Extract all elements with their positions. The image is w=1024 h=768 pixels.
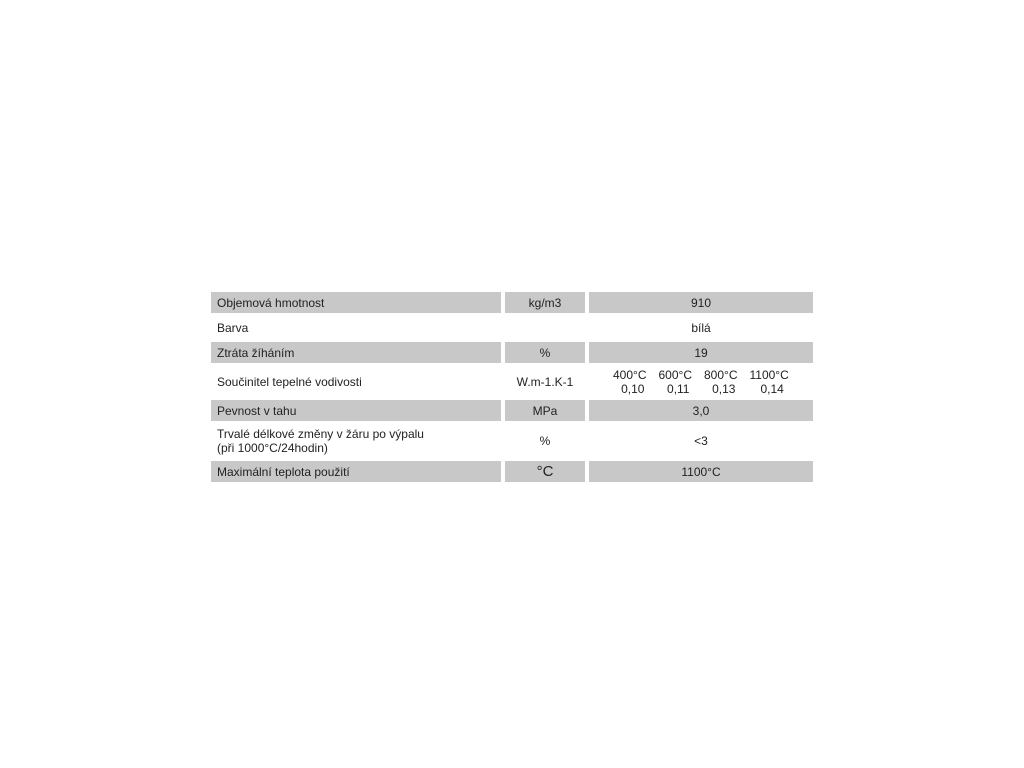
property-label: Maximální teplota použití (211, 461, 501, 482)
property-unit: MPa (505, 400, 585, 421)
property-label: Objemová hmotnost (211, 292, 501, 313)
property-value: 3,0 (589, 400, 813, 421)
temp-column (613, 368, 647, 396)
property-unit: W.m-1.K-1 (516, 374, 574, 389)
property-value: <3 (694, 434, 708, 448)
property-label-line: (při 1000°C/24hodin) (217, 441, 328, 455)
property-value: 19 (589, 342, 813, 363)
table-row (211, 367, 813, 396)
property-unit (505, 317, 585, 338)
temp-label: 400°C (613, 367, 647, 382)
property-value: bílá (691, 320, 711, 335)
temp-column (704, 368, 738, 396)
property-label (211, 425, 501, 457)
temp-value: 0,14 (760, 381, 784, 396)
property-unit: % (505, 342, 585, 363)
table-row (211, 461, 813, 482)
temp-value: 0,10 (621, 381, 645, 396)
property-unit: kg/m3 (505, 292, 585, 313)
property-unit: °C (505, 461, 585, 482)
property-label: Pevnost v tahu (211, 400, 501, 421)
temp-label: 800°C (704, 367, 738, 382)
temp-value: 0,11 (667, 381, 690, 396)
property-label-line: Trvalé délkové změny v žáru po výpalu (217, 427, 424, 441)
temp-column (750, 368, 789, 396)
property-label: Ztráta žíháním (211, 342, 501, 363)
property-value: 1100°C (589, 461, 813, 482)
property-label: Barva (217, 320, 249, 335)
properties-table (211, 292, 813, 486)
temp-label: 1100°C (749, 367, 789, 382)
conductivity-values (589, 367, 813, 396)
table-row (211, 400, 813, 421)
table-row (211, 317, 813, 338)
property-unit: % (539, 434, 551, 448)
property-label: Součinitel tepelné vodivosti (217, 374, 362, 389)
table-row (211, 342, 813, 363)
temp-column (659, 368, 693, 396)
temp-value: 0,13 (712, 381, 736, 396)
table-row (211, 425, 813, 457)
temp-label: 600°C (658, 367, 692, 382)
table-row (211, 292, 813, 313)
property-value: 910 (589, 292, 813, 313)
